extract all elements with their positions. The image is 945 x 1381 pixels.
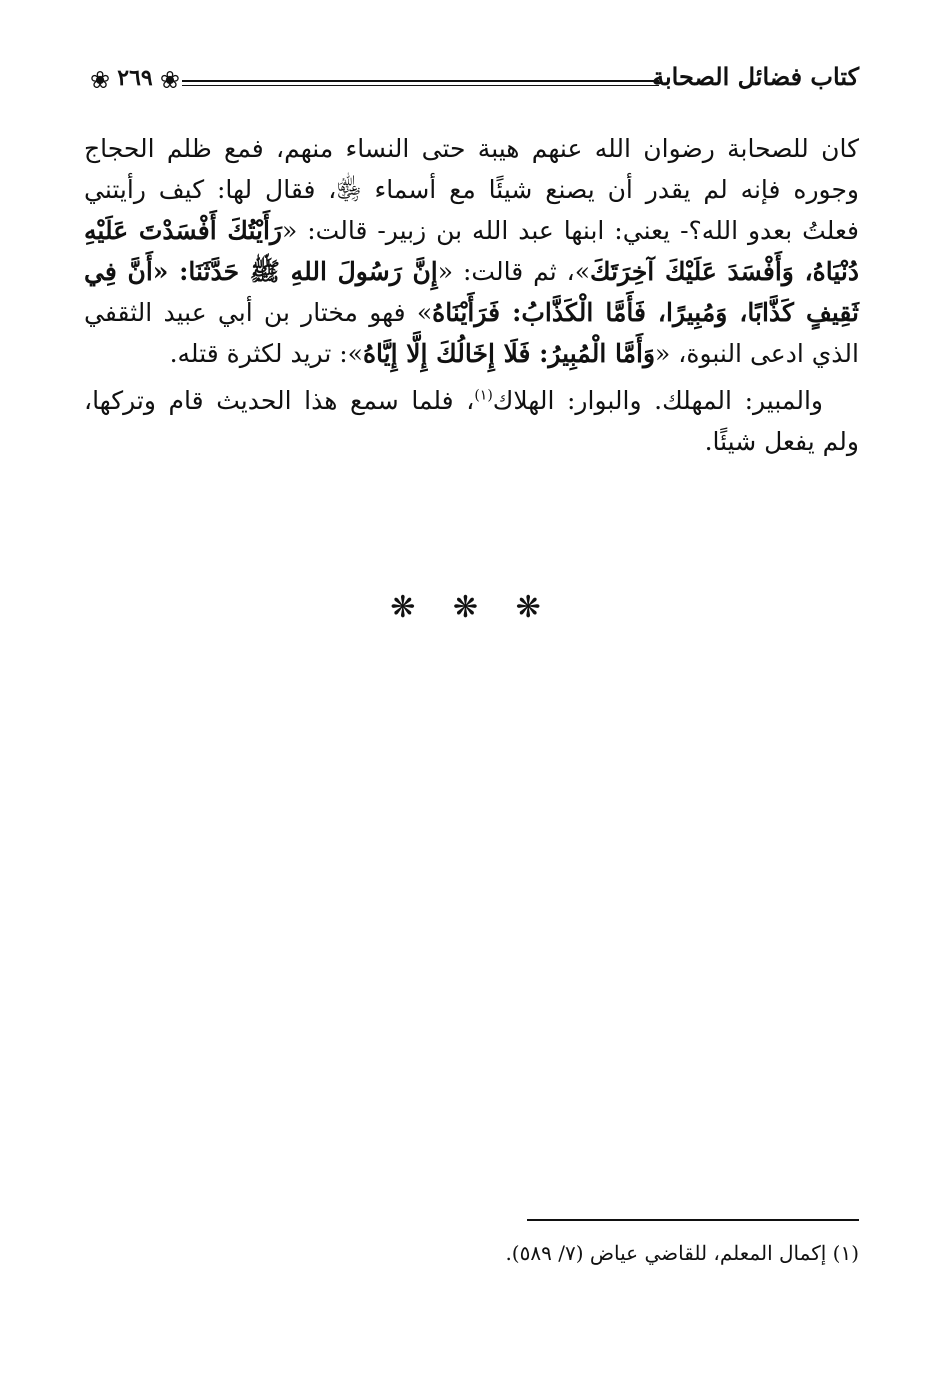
text-run: »، ثم قالت: « [437,257,591,286]
hadith-quote: وَأَمَّا الْمُبِيرُ: فَلَا إِخَالُكَ إِلَّا إِيَّاهُ [362,339,656,368]
ornament-right-icon: ❀ [159,66,180,94]
footnote-rule [527,1219,859,1221]
page-header [82,58,859,102]
book-title: كتاب فضائل الصحابة [652,62,859,91]
text-run: » فهو مختار بن أبي عبيد الثقفي الذي ادعى النبوة، « [84,298,859,368]
text-run: ، فلما سمع هذا الحديث قام وتركها، ولم يفعل شيئًا. [84,386,859,456]
text-run: »: تريد لكثرة قتله. [169,339,363,368]
page-number: ٢٦٩ [117,65,153,91]
text-run: كان للصحابة رضوان الله عنهم هيبة حتى النساء منهم، فمع ظلم الحجاج وجوره فإنه لم يقدر أن يصنع شيئًا مع أسماء ﵂، فقال لها: كيف رأيتني فعلتُ بعدو الله؟- يعني: ابنها عبد الله بن زبير- قالت: « [84,134,859,245]
text-run: والمبير: المهلك. والبوار: الهلاك [492,386,823,415]
main-text [84,128,859,462]
paragraph-2 [84,380,859,462]
header-rule [182,80,659,86]
hadith-quote: إِنَّ رَسُولَ اللهِ ﷺ حَدَّثَنَا: «أَنَّ فِي ثَقِيفٍ كَذَّابًا، وَمُبِيرًا، فَأَمَّا الْكَذَّابُ: فَرَأَيْنَاهُ [84,257,859,327]
paragraph-1 [84,128,859,374]
ornament-left-icon: ❀ [90,66,111,94]
footnote-1: (١) إكمال المعلم، للقاضي عياض (٧/ ٥٨٩). [505,1241,859,1265]
section-separator-icon: ❋ ❋ ❋ [390,590,555,625]
footnote-reference[interactable]: (١) [474,387,493,404]
hadith-quote: رَأَيْتُكَ أَفْسَدْتَ عَلَيْهِ دُنْيَاهُ، وَأَفْسَدَ عَلَيْكَ آخِرَتَكَ [84,216,859,286]
page-number-frame [90,64,180,96]
